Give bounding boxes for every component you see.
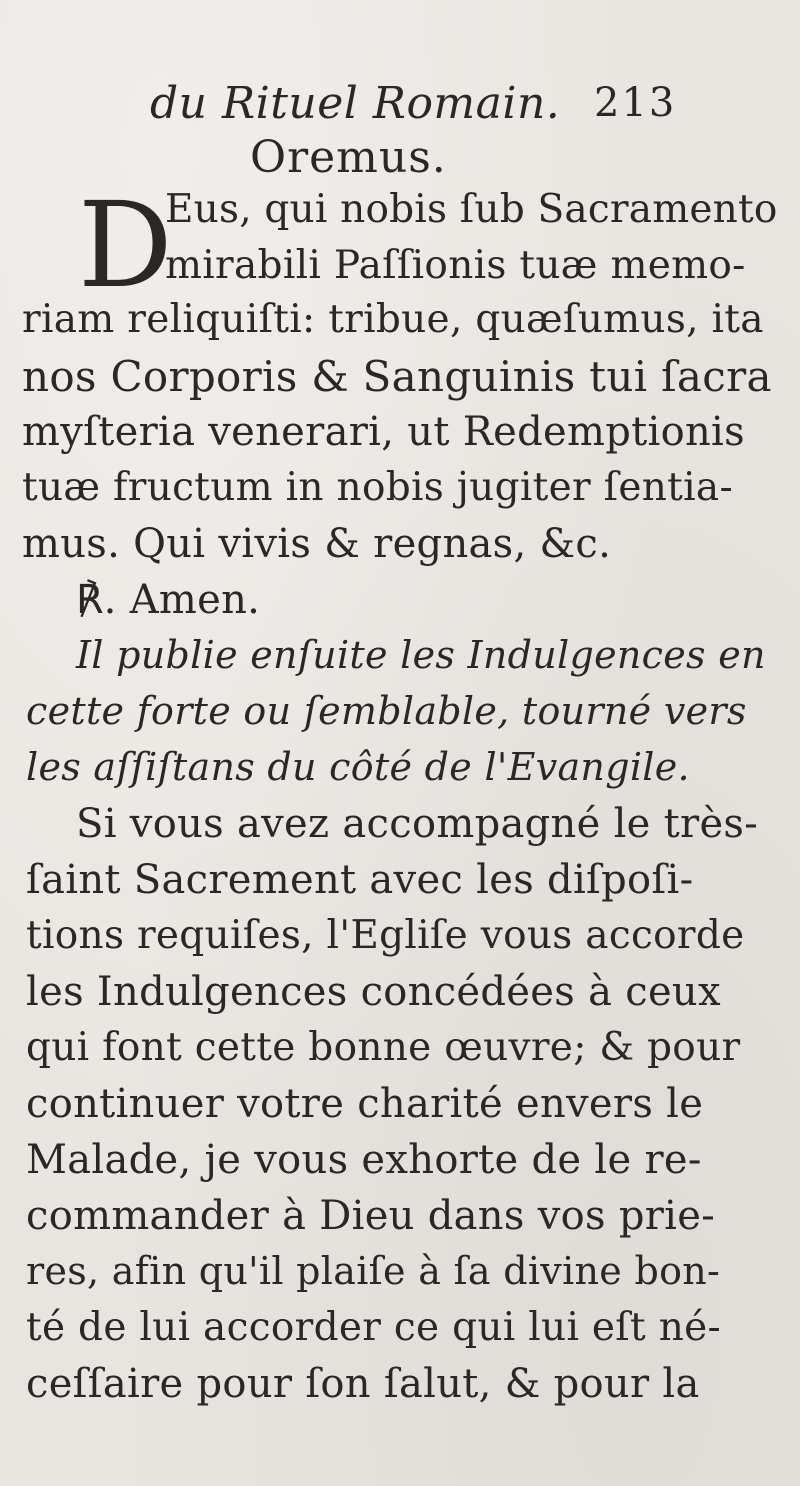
rubric-line: Il publie enſuite les Indulgences en — [76, 633, 766, 677]
body-line: commander à Dieu dans vos prie- — [26, 1193, 716, 1239]
body-line: té de lui accorder ce qui lui eſt né- — [26, 1305, 721, 1350]
prayer-line: myſteria venerari, ut Redemptionis — [22, 409, 745, 455]
oremus-heading: Oremus. — [250, 132, 447, 183]
prayer-line: riam reliquiſti: tribue, quæſumus, ita — [22, 297, 764, 342]
body-line: Si vous avez accompagné le très- — [76, 801, 759, 847]
rubric-line: les aſſiſtans du côté de l'Evangile. — [26, 745, 690, 789]
page-header — [150, 78, 710, 138]
running-head: du Rituel Romain. — [150, 78, 561, 129]
response-line: ℟. Amen. — [76, 577, 261, 623]
body-line: tions requiſes, l'Egliſe vous accorde — [26, 913, 745, 958]
body-line: qui font cette bonne œuvre; & pour — [26, 1025, 741, 1070]
body-line: les Indulgences concédées à ceux — [26, 969, 721, 1015]
prayer-line: Eus, qui nobis ſub Sacramento — [165, 187, 778, 232]
rubric-line: cette forte ou ſemblable, tourné vers — [26, 689, 747, 733]
body-line: ſaint Sacrement avec les diſpoſi- — [26, 857, 694, 903]
prayer-line: mus. Qui vivis & regnas, &c. — [22, 521, 612, 567]
drop-cap: D — [78, 176, 173, 314]
body-line: res, afin qu'il plaiſe à ſa divine bon- — [26, 1249, 721, 1293]
body-line: continuer votre charité envers le — [26, 1081, 704, 1127]
page-number: 213 — [594, 80, 677, 126]
body-line: ceſſaire pour ſon ſalut, & pour la — [26, 1361, 700, 1407]
prayer-line: mirabili Paſſionis tuæ memo- — [165, 243, 746, 288]
prayer-line: tuæ fructum in nobis jugiter ſentia- — [22, 465, 733, 510]
body-line: Malade, je vous exhorte de le re- — [26, 1137, 702, 1183]
prayer-line: nos Corporis & Sanguinis tui ſacra — [22, 352, 772, 401]
